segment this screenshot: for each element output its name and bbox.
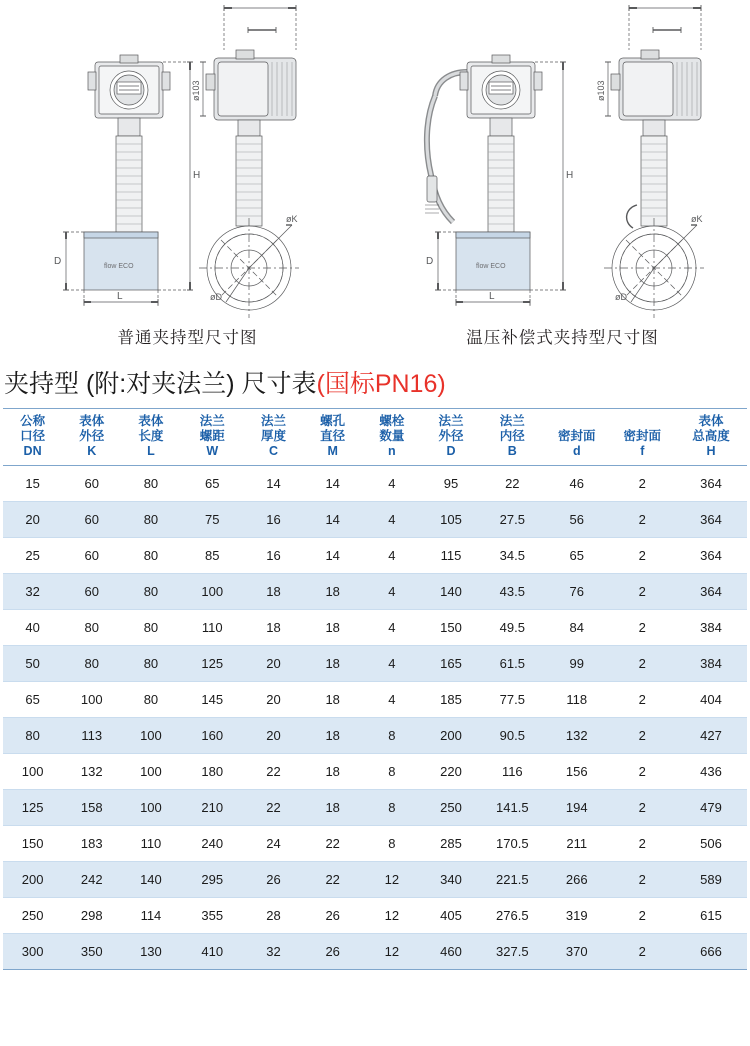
table-cell: 4 <box>362 610 421 646</box>
table-cell: 364 <box>675 502 747 538</box>
table-cell: 80 <box>3 718 62 754</box>
table-row <box>3 790 747 826</box>
table-cell: 2 <box>610 502 676 538</box>
col-header-n <box>362 409 421 466</box>
col-header-w-line1: 法兰 <box>199 414 225 428</box>
col-header-d-outer-line2: 外径 <box>438 429 464 443</box>
table-cell: 22 <box>481 466 544 502</box>
table-cell: 160 <box>181 718 244 754</box>
table-cell: 242 <box>62 862 121 898</box>
col-header-n-line2: 数量 <box>379 429 405 443</box>
col-header-d-outer-symbol: D <box>446 444 456 458</box>
col-header-n-symbol: n <box>388 444 396 458</box>
drawing-temp-pressure-compensated-wafer <box>375 0 750 318</box>
col-header-k-line1: 表体 <box>79 414 105 428</box>
table-cell: 506 <box>675 826 747 862</box>
table-cell: 158 <box>62 790 121 826</box>
table-cell: 110 <box>181 610 244 646</box>
section-title <box>0 360 750 408</box>
table-cell: 15 <box>3 466 62 502</box>
col-header-h-line1: 表体 <box>698 414 724 428</box>
table-row <box>3 538 747 574</box>
table-cell: 8 <box>362 754 421 790</box>
table-cell: 80 <box>121 574 180 610</box>
table-cell: 16 <box>244 502 303 538</box>
svg-text:D: D <box>54 256 62 267</box>
table-cell: 22 <box>244 790 303 826</box>
table-cell: 2 <box>610 934 676 970</box>
svg-text:flow ECO: flow ECO <box>476 263 506 270</box>
table-cell: 384 <box>675 610 747 646</box>
table-cell: 114 <box>121 898 180 934</box>
table-cell: 118 <box>544 682 610 718</box>
table-cell: 60 <box>62 502 121 538</box>
table-cell: 43.5 <box>481 574 544 610</box>
svg-text:H: H <box>566 170 574 181</box>
table-cell: 4 <box>362 574 421 610</box>
col-header-dn-line2: 口径 <box>20 429 46 443</box>
table-cell: 4 <box>362 646 421 682</box>
table-cell: 250 <box>3 898 62 934</box>
table-cell: 40 <box>3 610 62 646</box>
table-cell: 65 <box>3 682 62 718</box>
table-cell: 194 <box>544 790 610 826</box>
table-row <box>3 754 747 790</box>
table-cell: 350 <box>62 934 121 970</box>
col-header-b <box>481 409 544 466</box>
col-header-d-outer-line1: 法兰 <box>438 414 464 428</box>
table-cell: 113 <box>62 718 121 754</box>
table-cell: 364 <box>675 574 747 610</box>
table-cell: 100 <box>121 754 180 790</box>
table-cell: 200 <box>3 862 62 898</box>
table-cell: 2 <box>610 610 676 646</box>
svg-text:øD: øD <box>615 292 627 302</box>
col-header-m-line1: 螺孔 <box>320 414 346 428</box>
table-cell: 150 <box>3 826 62 862</box>
table-cell: 200 <box>421 718 480 754</box>
svg-text:flow ECO: flow ECO <box>104 263 134 270</box>
col-header-m-symbol: M <box>327 444 338 458</box>
col-header-h-line2: 总高度 <box>692 429 730 443</box>
table-cell: 18 <box>303 718 362 754</box>
table-cell: 20 <box>3 502 62 538</box>
svg-text:ø103: ø103 <box>596 80 606 101</box>
col-header-k <box>62 409 121 466</box>
table-cell: 18 <box>303 610 362 646</box>
col-header-k-line2: 外径 <box>79 429 105 443</box>
table-cell: 140 <box>421 574 480 610</box>
table-cell: 170.5 <box>481 826 544 862</box>
table-cell: 8 <box>362 790 421 826</box>
col-header-seal-f <box>610 409 676 466</box>
table-row <box>3 646 747 682</box>
table-cell: 26 <box>244 862 303 898</box>
col-header-h <box>675 409 747 466</box>
table-cell: 183 <box>62 826 121 862</box>
table-cell: 18 <box>303 646 362 682</box>
table-cell: 115 <box>421 538 480 574</box>
table-cell: 125 <box>181 646 244 682</box>
table-cell: 12 <box>362 898 421 934</box>
table-cell: 140 <box>121 862 180 898</box>
col-header-w <box>181 409 244 466</box>
table-cell: 80 <box>62 646 121 682</box>
table-cell: 355 <box>181 898 244 934</box>
table-row <box>3 826 747 862</box>
table-cell: 60 <box>62 466 121 502</box>
table-cell: 80 <box>62 610 121 646</box>
table-cell: 77.5 <box>481 682 544 718</box>
col-header-d-outer <box>421 409 480 466</box>
table-row <box>3 718 747 754</box>
table-cell: 80 <box>121 538 180 574</box>
table-cell: 32 <box>244 934 303 970</box>
table-cell: 4 <box>362 466 421 502</box>
table-cell: 75 <box>181 502 244 538</box>
col-header-seal-d-line1: 密封面 <box>558 429 596 443</box>
table-cell: 84 <box>544 610 610 646</box>
col-header-m-line2: 直径 <box>320 429 346 443</box>
col-header-l-symbol: L <box>147 444 155 458</box>
col-header-l-line2: 长度 <box>138 429 164 443</box>
table-cell: 99 <box>544 646 610 682</box>
table-cell: 12 <box>362 862 421 898</box>
table-cell: 14 <box>244 466 303 502</box>
table-cell: 100 <box>121 790 180 826</box>
table-cell: 16 <box>244 538 303 574</box>
table-cell: 2 <box>610 538 676 574</box>
col-header-n-line1: 螺栓 <box>379 414 405 428</box>
col-header-h-symbol: H <box>706 444 716 458</box>
svg-text:L: L <box>489 291 495 302</box>
table-cell: 18 <box>303 790 362 826</box>
table-row <box>3 466 747 502</box>
svg-text:D: D <box>426 256 434 267</box>
col-header-b-line1: 法兰 <box>499 414 525 428</box>
table-cell: 100 <box>181 574 244 610</box>
table-cell: 132 <box>544 718 610 754</box>
table-cell: 22 <box>244 754 303 790</box>
col-header-w-line2: 螺距 <box>199 429 225 443</box>
section-title-standard: (国标PN16) <box>316 370 446 398</box>
table-cell: 327.5 <box>481 934 544 970</box>
col-header-b-symbol: B <box>507 444 517 458</box>
table-cell: 460 <box>421 934 480 970</box>
table-cell: 370 <box>544 934 610 970</box>
drawing-captions <box>0 318 750 360</box>
table-cell: 2 <box>610 466 676 502</box>
table-cell: 18 <box>303 574 362 610</box>
table-cell: 319 <box>544 898 610 934</box>
table-cell: 276.5 <box>481 898 544 934</box>
table-cell: 298 <box>62 898 121 934</box>
col-header-seal-d-symbol: d <box>572 444 581 458</box>
table-cell: 22 <box>303 826 362 862</box>
table-cell: 12 <box>362 934 421 970</box>
table-cell: 185 <box>421 682 480 718</box>
table-cell: 666 <box>675 934 747 970</box>
table-cell: 364 <box>675 538 747 574</box>
table-cell: 56 <box>544 502 610 538</box>
table-cell: 340 <box>421 862 480 898</box>
caption-compensated-wafer: 温压补偿式夹持型尺寸图 <box>466 329 659 347</box>
table-cell: 300 <box>3 934 62 970</box>
table-cell: 20 <box>244 718 303 754</box>
table-cell: 4 <box>362 538 421 574</box>
table-cell: 100 <box>121 718 180 754</box>
table-cell: 14 <box>303 502 362 538</box>
table-cell: 295 <box>181 862 244 898</box>
table-cell: 2 <box>610 862 676 898</box>
section-title-main: 夹持型 (附:对夹法兰) 尺寸表 <box>4 370 317 398</box>
table-cell: 100 <box>3 754 62 790</box>
table-row <box>3 502 747 538</box>
table-cell: 250 <box>421 790 480 826</box>
table-cell: 2 <box>610 790 676 826</box>
table-cell: 145 <box>181 682 244 718</box>
table-cell: 76 <box>544 574 610 610</box>
table-cell: 85 <box>181 538 244 574</box>
table-cell: 18 <box>244 610 303 646</box>
drawings-area <box>0 0 750 318</box>
table-cell: 8 <box>362 718 421 754</box>
table-cell: 4 <box>362 682 421 718</box>
table-body <box>3 466 747 970</box>
table-cell: 65 <box>544 538 610 574</box>
table-cell: 165 <box>421 646 480 682</box>
table-cell: 210 <box>181 790 244 826</box>
table-cell: 90.5 <box>481 718 544 754</box>
table-cell: 60 <box>62 538 121 574</box>
table-cell: 20 <box>244 646 303 682</box>
table-cell: 95 <box>421 466 480 502</box>
table-cell: 410 <box>181 934 244 970</box>
table-row <box>3 682 747 718</box>
svg-text:øD: øD <box>210 292 222 302</box>
table-cell: 2 <box>610 682 676 718</box>
dimensions-table <box>3 408 747 970</box>
table-cell: 132 <box>62 754 121 790</box>
caption-standard-wafer: 普通夹持型尺寸图 <box>117 329 258 347</box>
col-header-c-symbol: C <box>268 444 279 458</box>
table-cell: 125 <box>3 790 62 826</box>
table-cell: 14 <box>303 466 362 502</box>
table-cell: 25 <box>3 538 62 574</box>
table-cell: 18 <box>303 754 362 790</box>
table-cell: 50 <box>3 646 62 682</box>
table-cell: 18 <box>244 574 303 610</box>
svg-text:L: L <box>117 291 123 302</box>
table-cell: 80 <box>121 466 180 502</box>
table-cell: 2 <box>610 826 676 862</box>
table-cell: 80 <box>121 682 180 718</box>
col-header-c-line1: 法兰 <box>261 414 287 428</box>
table-cell: 49.5 <box>481 610 544 646</box>
table-cell: 150 <box>421 610 480 646</box>
table-row <box>3 934 747 970</box>
svg-text:øK: øK <box>286 214 298 224</box>
table-cell: 116 <box>481 754 544 790</box>
table-cell: 65 <box>181 466 244 502</box>
col-header-l-line1: 表体 <box>138 414 164 428</box>
table-cell: 80 <box>121 646 180 682</box>
table-cell: 364 <box>675 466 747 502</box>
table-cell: 4 <box>362 502 421 538</box>
table-cell: 221.5 <box>481 862 544 898</box>
col-header-seal-f-symbol: f <box>640 444 645 458</box>
table-cell: 436 <box>675 754 747 790</box>
table-cell: 156 <box>544 754 610 790</box>
table-cell: 46 <box>544 466 610 502</box>
table-row <box>3 862 747 898</box>
drawing-standard-wafer-svg <box>0 0 375 318</box>
table-cell: 26 <box>303 934 362 970</box>
col-header-dn-symbol: DN <box>23 444 42 458</box>
table-cell: 427 <box>675 718 747 754</box>
table-cell: 18 <box>303 682 362 718</box>
table-cell: 2 <box>610 646 676 682</box>
table-cell: 404 <box>675 682 747 718</box>
table-cell: 27.5 <box>481 502 544 538</box>
svg-text:øK: øK <box>691 214 703 224</box>
table-cell: 479 <box>675 790 747 826</box>
table-cell: 14 <box>303 538 362 574</box>
col-header-seal-d <box>544 409 610 466</box>
col-header-m <box>303 409 362 466</box>
table-header <box>3 409 747 466</box>
drawing-temp-pressure-compensated-wafer-svg <box>375 0 750 318</box>
table-cell: 8 <box>362 826 421 862</box>
table-cell: 34.5 <box>481 538 544 574</box>
table-cell: 60 <box>62 574 121 610</box>
table-cell: 180 <box>181 754 244 790</box>
table-cell: 615 <box>675 898 747 934</box>
table-cell: 110 <box>121 826 180 862</box>
col-header-w-symbol: W <box>206 444 219 458</box>
table-cell: 2 <box>610 574 676 610</box>
col-header-dn <box>3 409 62 466</box>
table-cell: 240 <box>181 826 244 862</box>
table-cell: 32 <box>3 574 62 610</box>
table-cell: 100 <box>62 682 121 718</box>
table-cell: 220 <box>421 754 480 790</box>
col-header-c-line2: 厚度 <box>261 429 287 443</box>
col-header-dn-line1: 公称 <box>20 414 46 428</box>
table-cell: 105 <box>421 502 480 538</box>
col-header-b-line2: 内径 <box>499 429 525 443</box>
table-cell: 28 <box>244 898 303 934</box>
table-cell: 80 <box>121 502 180 538</box>
drawing-standard-wafer <box>0 0 375 318</box>
table-cell: 80 <box>121 610 180 646</box>
table-cell: 61.5 <box>481 646 544 682</box>
table-cell: 26 <box>303 898 362 934</box>
col-header-k-symbol: K <box>87 444 97 458</box>
col-header-c <box>244 409 303 466</box>
table-cell: 384 <box>675 646 747 682</box>
table-cell: 405 <box>421 898 480 934</box>
table-cell: 211 <box>544 826 610 862</box>
col-header-l <box>121 409 180 466</box>
table-cell: 20 <box>244 682 303 718</box>
table-row <box>3 898 747 934</box>
table-cell: 130 <box>121 934 180 970</box>
table-cell: 266 <box>544 862 610 898</box>
svg-text:H: H <box>193 170 201 181</box>
col-header-seal-f-line1: 密封面 <box>623 429 662 443</box>
table-row <box>3 610 747 646</box>
table-cell: 2 <box>610 718 676 754</box>
table-header-row <box>3 409 747 466</box>
table-cell: 285 <box>421 826 480 862</box>
svg-text:ø103: ø103 <box>191 80 201 101</box>
table-cell: 22 <box>303 862 362 898</box>
table-cell: 141.5 <box>481 790 544 826</box>
table-cell: 589 <box>675 862 747 898</box>
table-row <box>3 574 747 610</box>
table-cell: 24 <box>244 826 303 862</box>
table-cell: 2 <box>610 898 676 934</box>
table-cell: 2 <box>610 754 676 790</box>
